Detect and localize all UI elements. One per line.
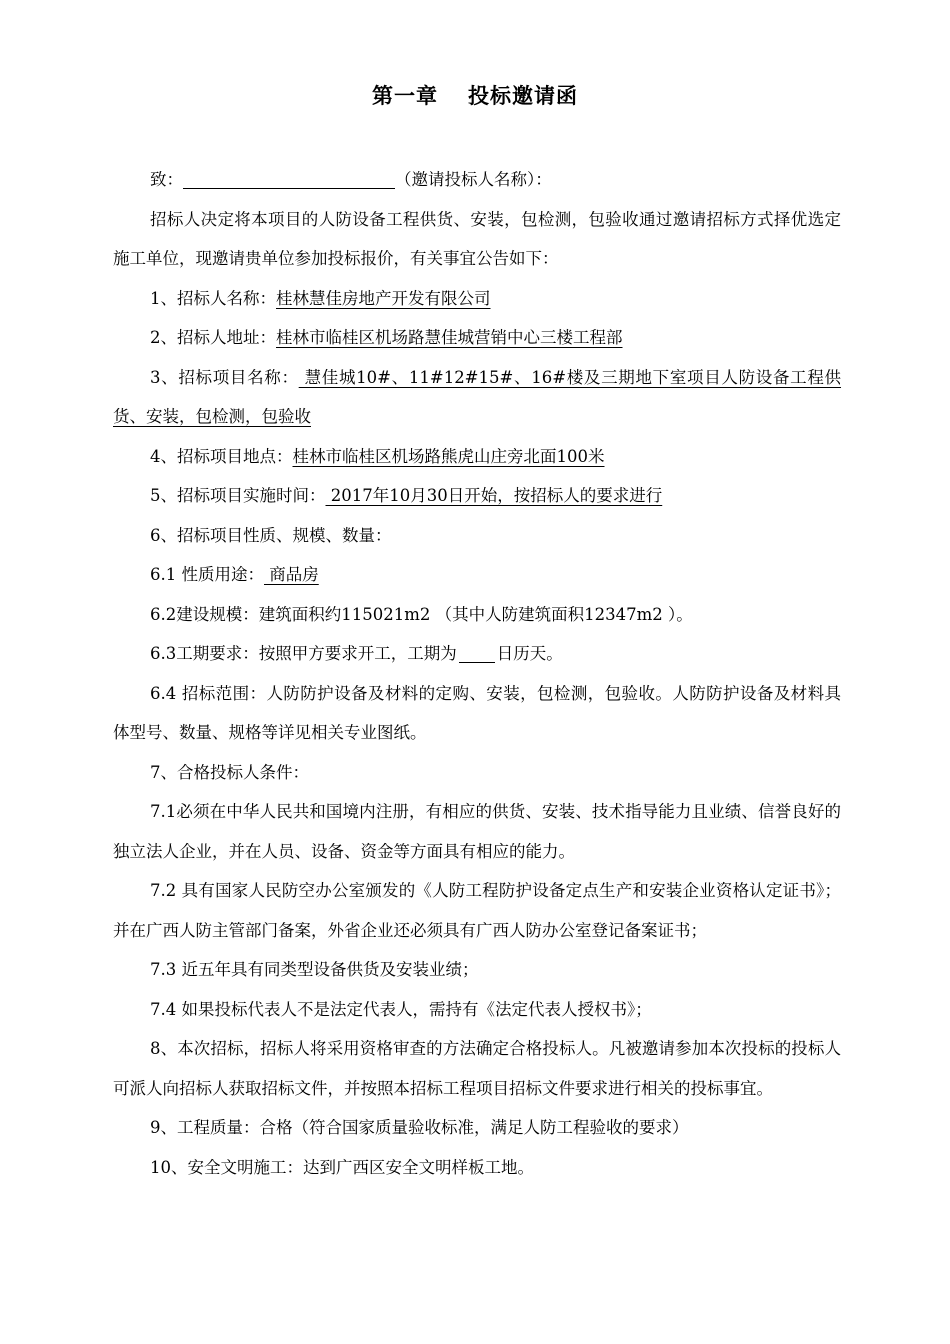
item-3: 3、招标项目名称： 慧佳城10#、11#12#15#、16#楼及三期地下室项目人防设备工程供货、安装，包检测，包验收 — [113, 367, 842, 426]
item-8: 8、本次招标，招标人将采用资格审查的方法确定合格投标人。凡被邀请参加本次投标的投标人可派人向招标人获取招标文件，并按照本招标工程项目招标文件要求进行相关的投标事宜。 — [113, 1039, 841, 1098]
item-6-4: 6.4 招标范围：人防防护设备及材料的定购、安装，包检测，包验收。人防防护设备及材料具体型号、数量、规格等详见相关专业图纸。 — [113, 683, 841, 742]
tenderer-address: 桂林市临桂区机场路慧佳城营销中心三楼工程部 — [276, 328, 623, 347]
item-7-1: 7.1必须在中华人民共和国境内注册，有相应的供货、安装、技术指导能力且业绩、信誉良好的独立法人企业，并在人员、设备、资金等方面具有相应的能力。 — [113, 802, 841, 861]
item-7: 7、合格投标人条件： — [150, 762, 309, 782]
item-6-3: 6.3工期要求：按照甲方要求开工，工期为 日历天。 — [150, 644, 563, 663]
item-10: 10、安全文明施工：达到广西区安全文明样板工地。 — [150, 1157, 534, 1177]
item-7-2: 7.2 具有国家人民防空办公室颁发的《人防工程防护设备定点生产和安装企业资格认定证书》；并在广西人防主管部门备案，外省企业还必须具有广西人防办公室登记备案证书； — [113, 881, 841, 940]
project-location: 桂林市临桂区机场路熊虎山庄旁北面100米 — [292, 446, 605, 466]
invitee-name-blank — [183, 170, 395, 189]
item-4: 4、招标项目地点：桂林市临桂区机场路熊虎山庄旁北面100米 — [150, 446, 605, 466]
salutation: 致： （邀请投标人名称）： — [150, 170, 552, 189]
page-title — [0, 80, 950, 110]
item-9: 9、工程质量：合格（符合国家质量验收标准，满足人防工程验收的要求） — [150, 1118, 689, 1137]
intro-paragraph: 招标人决定将本项目的人防设备工程供货、安装，包检测，包验收通过邀请招标方式择优选定施工单位，现邀请贵单位参加投标报价，有关事宜公告如下： — [113, 209, 841, 268]
project-time: 2017年10月30日开始，按招标人的要求进行 — [325, 486, 663, 505]
item-6-1: 6.1 性质用途： 商品房 — [150, 565, 319, 584]
item-6: 6、招标项目性质、规模、数量： — [150, 525, 392, 545]
chapter-number: 第一章 — [372, 84, 438, 108]
project-name: 慧佳城10#、11#12#15#、16#楼及三期地下室项目人防设备工程供货、安装，包检测，包验收 — [113, 367, 842, 426]
chapter-name: 投标邀请函 — [468, 84, 578, 108]
item-6-2: 6.2建设规模：建筑面积约115021m2 （其中人防建筑面积12347m2 ）。 — [150, 604, 693, 624]
item-7-3: 7.3 近五年具有同类型设备供货及安装业绩； — [150, 960, 479, 979]
duration-blank — [459, 644, 495, 663]
letter-body — [113, 160, 841, 1187]
item-7-4: 7.4 如果投标代表人不是法定代表人，需持有《法定代表人授权书》； — [150, 999, 652, 1019]
item-1: 1、招标人名称：桂林慧佳房地产开发有限公司 — [150, 288, 491, 308]
item-5: 5、招标项目实施时间： 2017年10月30日开始，按招标人的要求进行 — [150, 486, 663, 505]
item-2: 2、招标人地址：桂林市临桂区机场路慧佳城营销中心三楼工程部 — [150, 328, 623, 347]
property-use: 商品房 — [264, 565, 319, 584]
tenderer-name: 桂林慧佳房地产开发有限公司 — [276, 288, 491, 308]
